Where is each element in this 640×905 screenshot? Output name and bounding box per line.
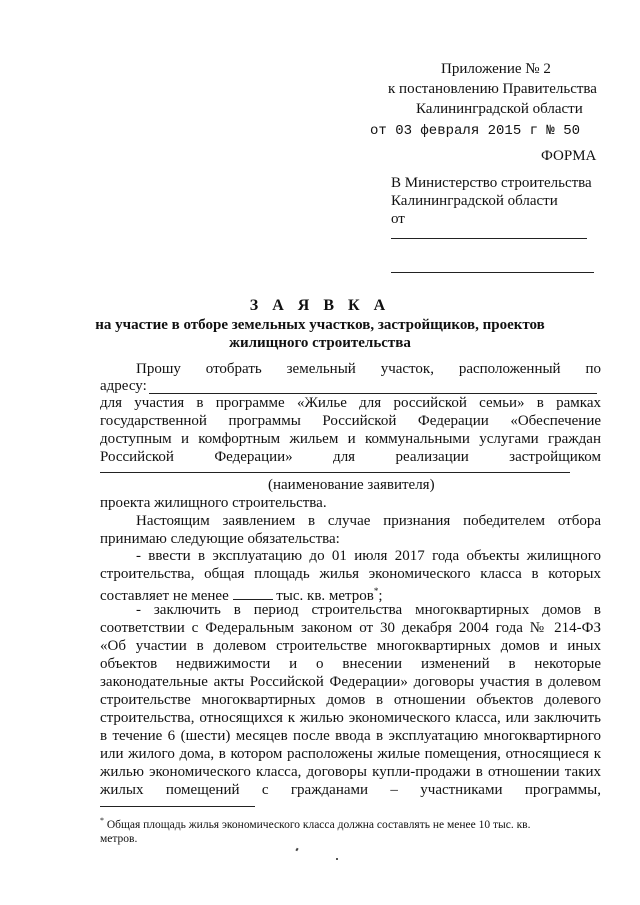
addressee-from: от (391, 211, 405, 227)
semicolon: ; (378, 588, 383, 604)
body-line: проекта жилищного строительства. (100, 495, 327, 511)
body-line: объектов недвижимости и о внесении изменений в некоторые (100, 656, 601, 672)
appendix-line-2: к постановлению Правительства (388, 81, 597, 97)
addressee-line-2: Калининградской области (391, 193, 558, 209)
scan-artifact (295, 848, 298, 852)
form-label: ФОРМА (541, 148, 597, 164)
applicant-caption: (наименование заявителя) (268, 477, 435, 493)
body-line: «Об участии в долевом строительстве многоквартирных домов и иных (100, 638, 601, 654)
body-line: - заключить в период строительства многоквартирных домов в (136, 602, 601, 618)
document-subtitle-2: жилищного строительства (229, 335, 411, 351)
from-blank-line-2 (391, 272, 594, 273)
body-line: жилых помещений с гражданами – участниками программы, (100, 782, 601, 798)
area-text-after: тыс. кв. метров (276, 588, 374, 604)
body-line: для участия в программе «Жилье для российской семьи» в рамках (100, 395, 601, 411)
body-line: государственной программы Российской Федерации «Обеспечение (100, 413, 601, 429)
body-line: строительства, общая площадь жилья экономического класса в которых (100, 566, 601, 582)
footnote-line-2: метров. (100, 833, 138, 845)
body-line: Настоящим заявлением в случае признания победителем отбора (136, 513, 601, 529)
from-blank-line-1 (391, 238, 587, 239)
area-text-before: составляет не менее (100, 588, 229, 604)
body-line: Прошу отобрать земельный участок, расположенный по (136, 361, 601, 377)
appendix-number: Приложение № 2 (441, 61, 551, 77)
body-line: Российской Федерации» для реализации застройщиком (100, 449, 601, 465)
area-blank (233, 587, 273, 600)
applicant-blank-line (100, 472, 570, 473)
body-line: в течение 6 (шести) месяцев после ввода в эксплуатацию многоквартирного (100, 728, 601, 744)
addressee-line-1: В Министерство строительства (391, 175, 592, 191)
document-subtitle-1: на участие в отборе земельных участков, застройщиков, проектов (95, 317, 545, 333)
body-line: принимаю следующие обязательства: (100, 531, 340, 547)
footnote-mark: * (100, 816, 104, 825)
body-line: адресу: (100, 378, 147, 394)
footnote-ref: * (373, 586, 379, 596)
body-line: - ввести в эксплуатацию до 01 июля 2017 года объекты жилищного (136, 548, 601, 564)
body-line: доступным и комфортным жильем и коммунальными услугами граждан (100, 431, 601, 447)
footnote-text: Общая площадь жилья экономического класса должна составлять не менее 10 тыс. кв. (106, 818, 531, 831)
body-line: жилью экономического класса, договоры купли-продажи в отношении таких (100, 764, 601, 780)
body-line: строительстве многоквартирных домов в отношении объектов долевого (100, 692, 601, 708)
footnote-separator (100, 806, 255, 807)
footnote-line-1 (100, 814, 531, 832)
appendix-line-3: Калининградской области (416, 101, 583, 117)
body-line: или жилого дома, в котором расположены жилые помещения, относящиеся к (100, 746, 601, 762)
body-line: соответствии с Федеральным законом от 30 декабря 2004 года № 214-ФЗ (100, 620, 601, 636)
body-line: строительства, относящихся к жилью экономического класса, или заключить (100, 710, 601, 726)
body-line: законодательные акты Российской Федерации» договоры участия в долевом (100, 674, 601, 690)
document-title: З А Я В К А (249, 297, 391, 314)
appendix-date: от 03 февраля 2015 г № 50 (370, 123, 581, 139)
scan-artifact (336, 858, 338, 860)
